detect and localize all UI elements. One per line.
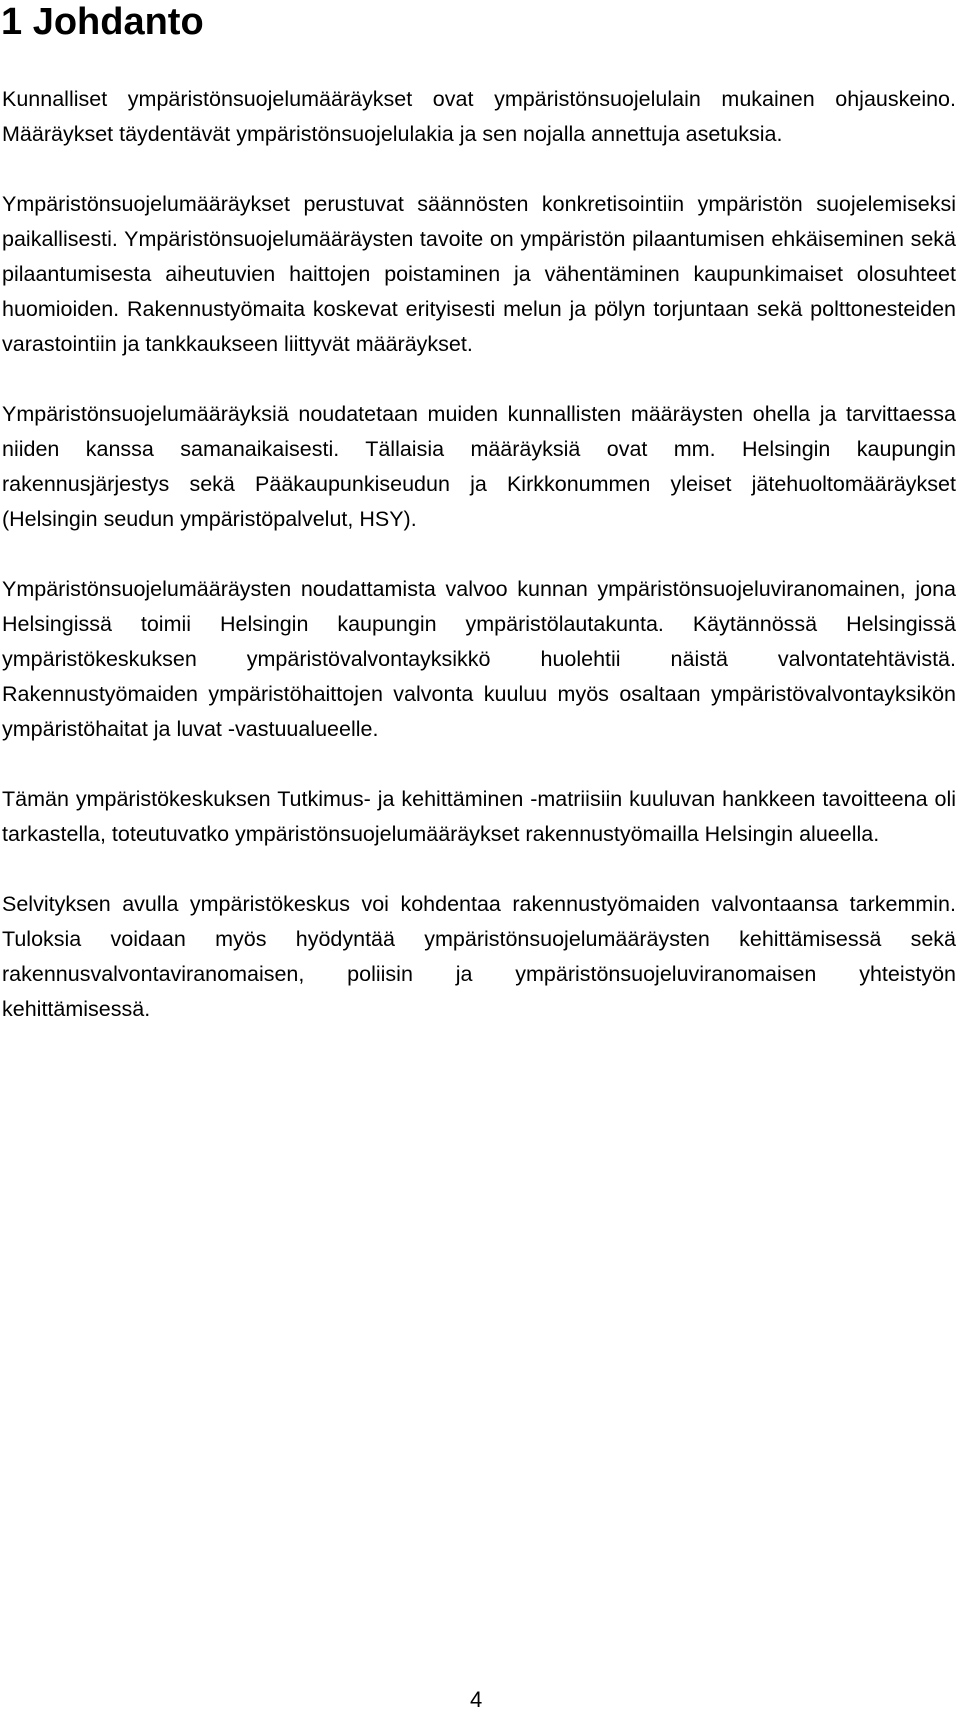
paragraph-intro: Kunnalliset ympäristönsuojelumääräykset ovat ympäristönsuojelulain mukainen ohjauskeino. Määräykset täydentävät ympäristönsuojelulakia ja sen nojalla annettuja asetuksia. [2,87,956,146]
body-text [2,82,956,1062]
paragraph-supervision: Ympäristönsuojelumääräysten noudattamista valvoo kunnan ympäristönsuojeluviranomainen, jona Helsingissä toimii Helsingin kaupungin ympäristölautakunta. Käytännössä Helsingissä ympäristökeskuksen ympäristövalvontayksikkö huolehtii näistä valvontatehtävistä. Rakennustyömaiden ympäristöhaittojen valvonta kuuluu myös osaltaan ympäristövalvontayksikön ympäristöhaitat ja luvat -vastuualueelle. [2,577,956,741]
paragraph-related-regulations: Ympäristönsuojelumääräyksiä noudatetaan muiden kunnallisten määräysten ohella ja tarvittaessa niiden kanssa samanaikaisesti. Tällaisia määräyksiä ovat mm. Helsingin kaupungin rakennusjärjestys sekä Pääkaupunkiseudun ja Kirkkonummen yleiset jätehuoltomääräykset (Helsingin seudun ympäristöpalvelut, HSY). [2,402,956,531]
paragraph-project-goal: Tämän ympäristökeskuksen Tutkimus- ja kehittäminen -matriisiin kuuluvan hankkeen tavoitteena oli tarkastella, toteutuvatko ympäristönsuojelumääräykset rakennustyömailla Helsingin alueella. [2,787,956,846]
page-number: 4 [470,1687,483,1712]
paragraph-benefits: Selvityksen avulla ympäristökeskus voi kohdentaa rakennustyömaiden valvontaansa tarkemmin. Tuloksia voidaan myös hyödyntää ympäristönsuojelumääräysten kehittämisessä sekä rakennusvalvontaviranomaisen, poliisin ja ympäristönsuojeluviranomaisen yhteistyön kehittämisessä. [2,892,956,1021]
paragraph-objectives: Ympäristönsuojelumääräykset perustuvat säännösten konkretisointiin ympäristön suojelemiseksi paikallisesti. Ympäristönsuojelumääräysten tavoite on ympäristön pilaantumisen ehkäiseminen sekä pilaantumisesta aiheutuvien haittojen poistaminen ja vähentäminen kaupunkimaiset olosuhteet huomioiden. Rakennustyömaita koskevat erityisesti melun ja pölyn torjuntaan sekä polttonesteiden varastointiin ja tankkaukseen liittyvät määräykset. [2,192,956,356]
section-heading: 1 Johdanto [1,1,204,43]
